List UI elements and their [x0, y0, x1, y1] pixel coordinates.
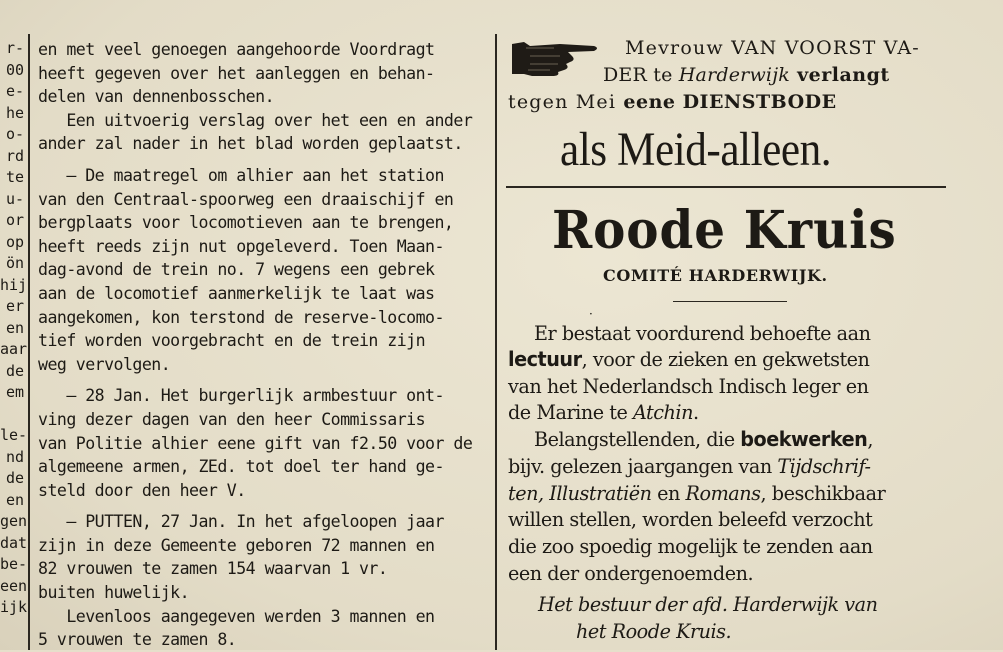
slice-fragment: de [5, 469, 24, 487]
slice-fragment: be- [0, 555, 28, 573]
text-line: algemeene armen, ZEd. tot doel ter hand ge- [38, 457, 444, 477]
rc-p2-line2: bijv. gelezen jaargangen van Tijdschrif- [508, 454, 871, 478]
slice-fragment: u- [5, 189, 24, 208]
slice-fragment: r- [5, 39, 24, 57]
text-line: heeft reeds zijn nut opgeleverd. Toen Maan- [38, 236, 444, 256]
text-line: van den Centraal-spoorweg een draaischijf en [38, 189, 454, 209]
pointing-hand-icon [510, 38, 602, 78]
slice-fragment: ijk [0, 598, 28, 616]
slice-fragment: en [5, 318, 24, 337]
subtitle-rule [673, 301, 787, 302]
slice-fragment: de [5, 361, 24, 380]
column-rule-middle [495, 34, 497, 650]
advert-divider [506, 186, 946, 188]
slice-fragment: een [0, 576, 28, 595]
rc-p2-line6: een der ondergenoemden. [508, 561, 754, 585]
rc-signature-line1: Het bestuur der afd. Harderwijk van [538, 592, 878, 616]
text-line: aan de locomotief aanmerkelijk te laat was [38, 283, 435, 303]
rc-p1-line3: van het Nederlandsch Indisch leger en [508, 374, 869, 398]
stray-dot: · [589, 307, 593, 321]
text-line: buiten huwelijk. [38, 583, 190, 603]
slice-fragment: te [5, 168, 24, 186]
text-line: 82 vrouwen te zamen 154 waarvan 1 vr. [38, 559, 388, 579]
slice-fragment: hij [0, 275, 28, 294]
slice-fragment: rd [5, 146, 24, 165]
place-name: Harderwijk [678, 64, 790, 86]
rc-p1-line4: de Marine te Atchin. [508, 400, 699, 424]
maid-ad-line3: tegen Mei eene DIENSTBODE [508, 91, 837, 113]
slice-fragment: le- [0, 426, 28, 444]
news-column [38, 38, 488, 652]
text-line: ander zal nader in het blad worden geplaatst. [38, 134, 463, 154]
rc-p1-line1: Er bestaat voordurend behoefte aan [534, 321, 871, 345]
maid-ad-headline: als Meid-alleen. [560, 123, 832, 176]
rc-signature-line2: het Roode Kruis. [576, 619, 732, 643]
slice-fragment: o- [5, 125, 24, 143]
slice-fragment: gen [0, 512, 28, 530]
text-line: zijn in deze Gemeente geboren 72 mannen en [38, 535, 435, 555]
cut-off-column [0, 38, 28, 619]
text-line: Levenloos aangegeven werden 3 mannen en [38, 606, 435, 626]
maid-ad-line1: Mevrouw VAN VOORST VA- [625, 37, 920, 59]
text-line: weg vervolgen. [38, 354, 171, 374]
text-line: Een uitvoerig verslag over het een en ander [38, 110, 473, 130]
slice-fragment [0, 404, 24, 426]
slice-fragment: aar [0, 340, 28, 358]
slice-fragment: dat [0, 533, 28, 552]
slice-fragment: e- [5, 82, 24, 100]
rc-p2-line1: Belangstellenden, die boekwerken, [534, 427, 873, 451]
text-line: dag-avond de trein no. 7 wegens een gebrek [38, 260, 435, 280]
text-line: van Politie alhier eene gift van f2.50 voor de [38, 433, 473, 453]
text-line: 5 vrouwen te zamen 8. [38, 630, 237, 650]
rc-p2-line3: ten, Illustratiën en Romans, beschikbaar [508, 481, 886, 505]
text-line: — 28 Jan. Het burgerlijk armbestuur ont- [38, 386, 444, 406]
slice-fragment: nd [5, 447, 24, 466]
text-line: aangekomen, kon terstond de reserve-locomo- [38, 307, 444, 327]
rc-p1-line2: lectuur, voor de zieken en gekwetsten [508, 347, 870, 371]
text-line: — PUTTEN, 27 Jan. In het afgeloopen jaar [38, 512, 444, 532]
text-line: tief worden voorgebracht en de trein zijn [38, 331, 426, 351]
column-rule-left [28, 34, 30, 650]
maid-ad-line2: DER te Harderwijk verlangt [603, 64, 890, 86]
slice-fragment: en [5, 490, 24, 509]
slice-fragment: he [5, 103, 24, 122]
rc-p2-line5: die zoo spoedig mogelijk te zenden aan [508, 534, 873, 558]
text-line: — De maatregel om alhier aan het station [38, 165, 444, 185]
slice-fragment: em [5, 383, 24, 401]
slice-fragment: er [5, 297, 24, 315]
red-cross-subtitle: COMITÉ HARDERWIJK. [603, 266, 828, 285]
slice-fragment: 00 [5, 60, 24, 79]
red-cross-title: Roode Kruis [552, 200, 897, 261]
text-line: steld door den heer V. [38, 480, 246, 500]
slice-fragment: or [5, 211, 24, 229]
text-line: en met veel genoegen aangehoorde Voordragt [38, 40, 435, 59]
text-line: bergplaats voor locomotieven aan te brengen, [38, 213, 454, 233]
slice-fragment: op [5, 232, 24, 251]
text-line: ving dezer dagen van den heer Commissaris [38, 409, 426, 429]
slice-fragment: ön [5, 254, 24, 272]
rc-p2-line4: willen stellen, worden beleefd verzocht [508, 507, 873, 531]
text-line: delen van dennenbosschen. [38, 87, 275, 107]
text-line: heeft gegeven over het aanleggen en behan- [38, 63, 435, 83]
